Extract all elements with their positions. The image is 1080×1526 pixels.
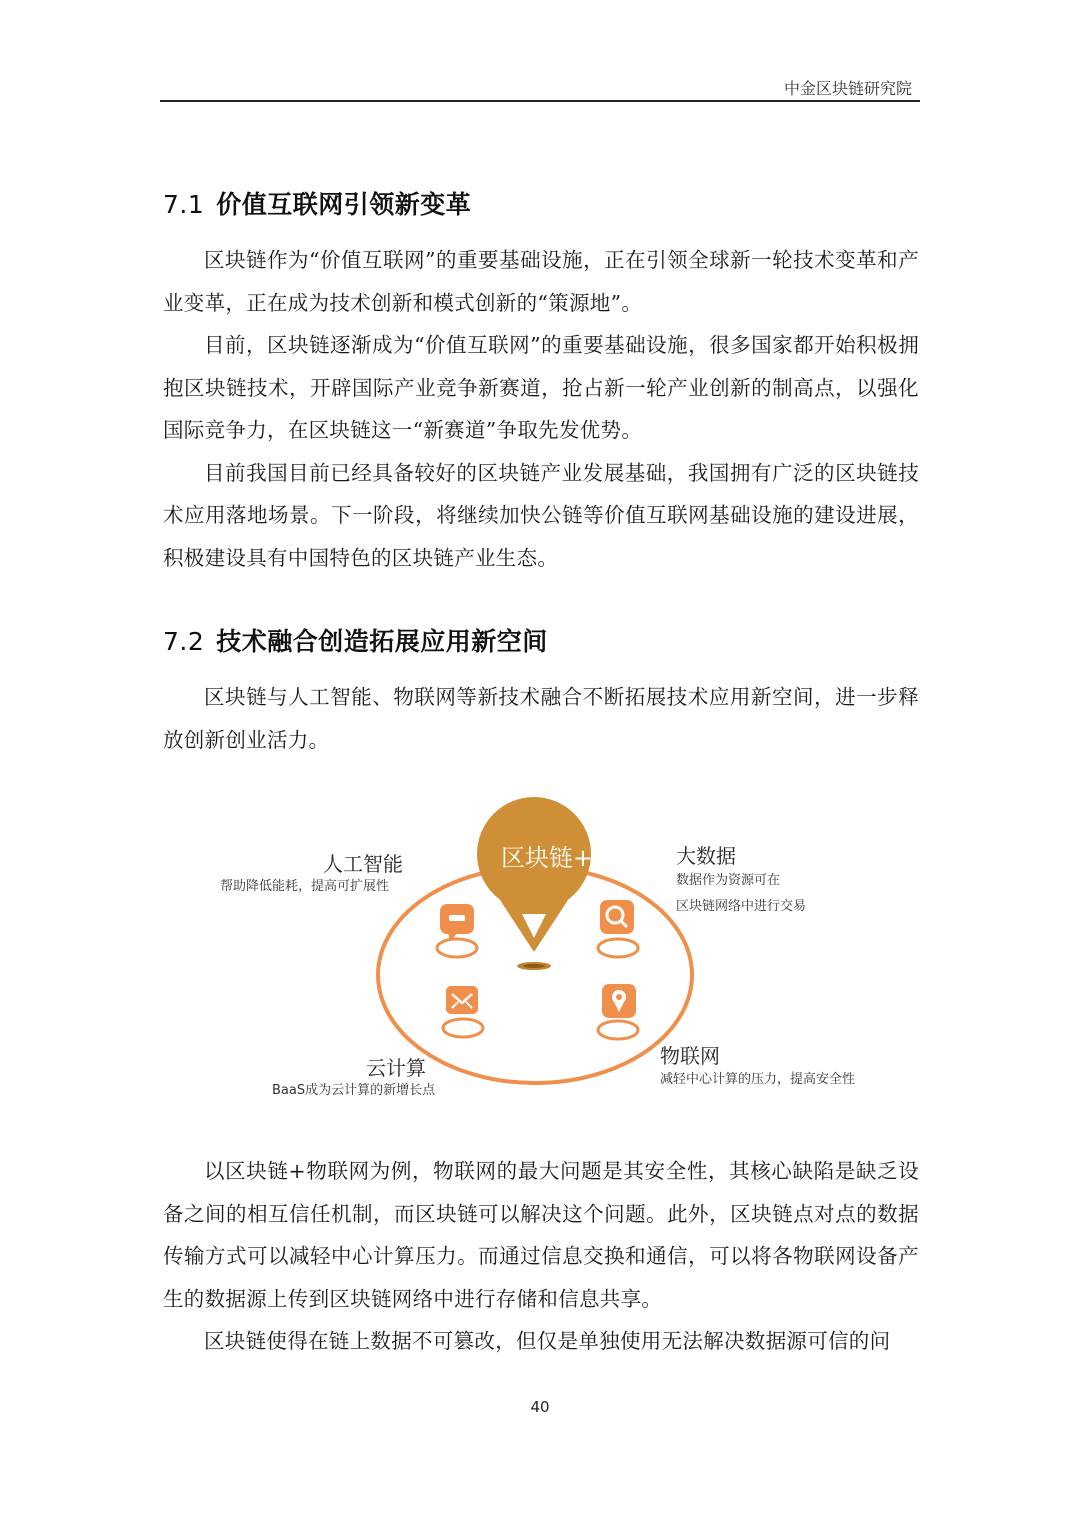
cloud-title: 云计算 — [366, 1056, 426, 1080]
paragraph: 区块链使得在链上数据不可篡改，但仅是单独使用无法解决数据源可信的问 — [204, 1329, 891, 1353]
paragraph: 目前我国目前已经具备较好的区块链产业发展基础，我国拥有广泛的区块链技术应用落地场景。下一阶段，将继续加快公链等价值互联网基础设施的建设进展，积极建设具有中国特色的区块链产业生态。 — [163, 460, 919, 570]
section-7-2 — [163, 622, 919, 761]
section-7-1 — [163, 185, 919, 579]
section-number: 7.1 — [163, 190, 205, 219]
section-title — [163, 185, 919, 221]
section-heading-text: 价值互联网引领新变革 — [216, 190, 472, 219]
paragraph: 区块链作为“价值互联网”的重要基础设施，正在引领全球新一轮技术变革和产业变革，正在成为技术创新和模式创新的“策源地”。 — [163, 248, 919, 315]
mail-icon — [443, 986, 483, 1037]
paragraph: 以区块链+物联网为例，物联网的最大问题是其安全性，其核心缺陷是缺乏设备之间的相互信任机制，而区块链可以解决这个问题。此外，区块链点对点的数据传输方式可以减轻中心计算压力。而通过信息交换和通信，可以将各物联网设备产生的数据源上传到区块链网络中进行存储和信息共享。 — [163, 1159, 919, 1311]
search-icon — [598, 900, 638, 957]
section-number: 7.2 — [163, 627, 205, 656]
location-icon — [598, 984, 638, 1039]
page-header — [160, 60, 920, 102]
ai-desc: 帮助降低能耗，提高可扩展性 — [220, 879, 390, 894]
bigdata-title: 大数据 — [676, 844, 736, 868]
section-title — [163, 622, 919, 658]
section-heading-text: 技术融合创造拓展应用新空间 — [216, 627, 548, 656]
paragraph: 目前，区块链逐渐成为“价值互联网”的重要基础设施，很多国家都开始积极拥抱区块链技术，开辟国际产业竞争新赛道，抢占新一轮产业创新的制高点，以强化国际竞争力，在区块链这一“新赛道”争取先发优势。 — [163, 333, 919, 442]
bigdata-desc-line2: 区块链网络中进行交易 — [676, 899, 807, 914]
center-label: 区块链+ — [500, 844, 594, 872]
paragraph: 区块链与人工智能、物联网等新技术融合不断拓展技术应用新空间，进一步释放创新创业活力。 — [163, 685, 919, 752]
iot-title: 物联网 — [660, 1044, 720, 1068]
bigdata-desc-line1: 数据作为资源可在 — [676, 873, 781, 888]
blockchain-pin-icon — [477, 797, 591, 970]
iot-desc: 减轻中心计算的压力，提高安全性 — [660, 1072, 856, 1087]
cloud-desc: BaaS成为云计算的新增长点 — [272, 1083, 436, 1098]
page-number: 40 — [530, 1398, 550, 1416]
section-body-continued — [163, 1150, 919, 1363]
ai-title: 人工智能 — [323, 852, 403, 876]
header-org-name: 中金区块链研究院 — [783, 79, 912, 98]
chat-bubble-icon — [437, 904, 477, 957]
blockchain-plus-diagram — [200, 790, 920, 1120]
